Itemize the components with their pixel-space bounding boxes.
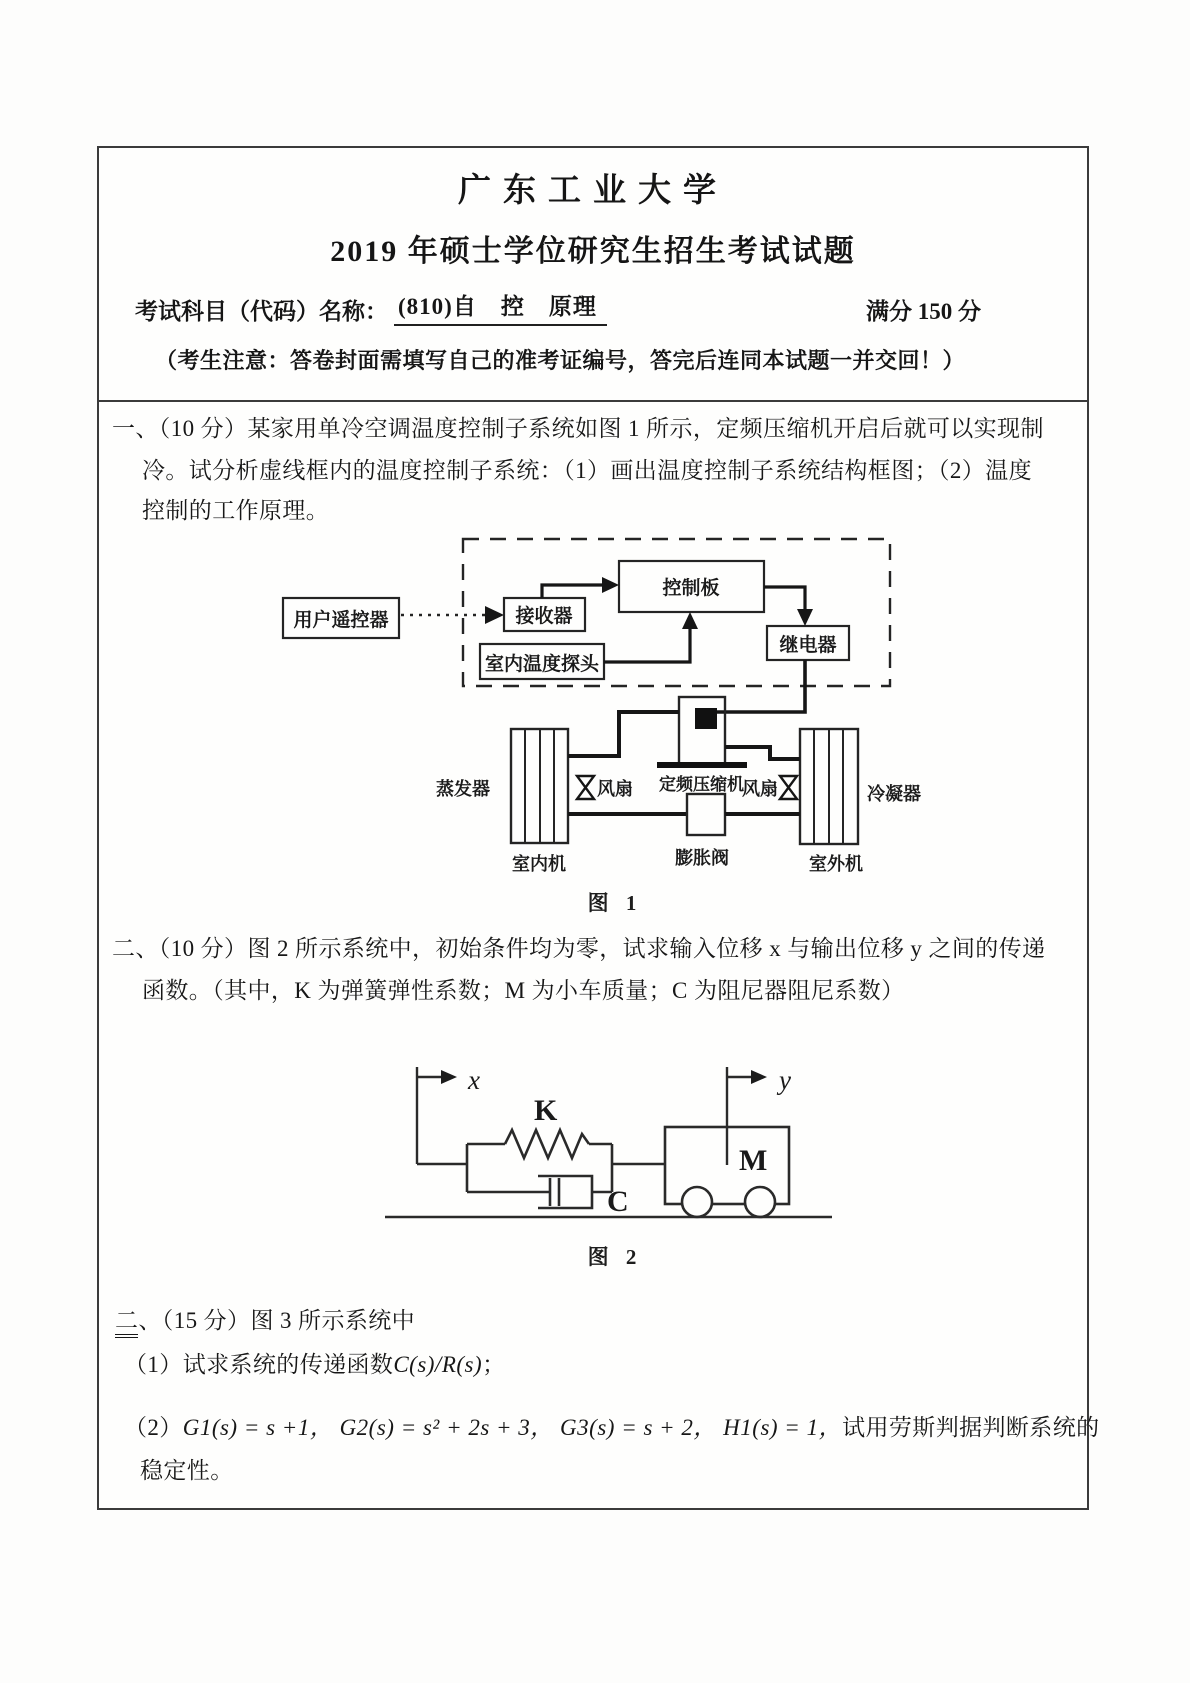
question2-line1: 二、（10 分）图 2 所示系统中，初始条件均为零，试求输入位移 x 与输出位移 y 之间的传递 xyxy=(112,936,1046,961)
outdoor-unit-label: 室外机 xyxy=(809,854,863,874)
compressor-to-condenser-pipe xyxy=(725,747,800,759)
temp-probe-label: 室内温度探头 xyxy=(484,654,600,675)
compressor-base-bar xyxy=(657,762,747,768)
mass-label: M xyxy=(739,1144,768,1177)
fan-left-icon xyxy=(577,776,594,799)
control-board-label: 控制板 xyxy=(662,578,720,599)
damping-coefficient-label: C xyxy=(607,1185,629,1218)
probe-to-control-line xyxy=(604,629,690,662)
question1-line2: 冷。试分析虚线框内的温度控制子系统：（1）画出温度控制子系统结构框图；（2）温度 xyxy=(142,458,1032,483)
condenser-coil xyxy=(800,729,858,844)
expansion-valve-label: 膨胀阀 xyxy=(675,848,729,868)
paper-border xyxy=(97,146,1100,1510)
question3-item2 xyxy=(124,1409,1100,1442)
fan-right-label: 风扇 xyxy=(742,779,778,799)
exam-title: 2019 年硕士学位研究生招生考试试题 xyxy=(330,235,856,268)
question3-header xyxy=(115,1302,415,1335)
y-arrowhead-icon xyxy=(751,1070,767,1084)
full-score: 满分 150 分 xyxy=(866,299,981,324)
q3-item2-formula: G1(s) = s +1， G2(s) = s² + 2s + 3， G3(s) = s + 2， H1(s) = 1， xyxy=(182,1415,843,1440)
q3-item1-prefix: （1）试求系统的传递函数 xyxy=(124,1352,394,1377)
question1-line1: 一、（10 分）某家用单冷空调温度控制子系统如图 1 所示，定频压缩机开启后就可以实现制 xyxy=(112,416,1044,441)
q3-item1-suffix: ； xyxy=(482,1352,506,1377)
expansion-valve-box xyxy=(687,794,725,835)
evaporator-coil xyxy=(511,729,568,843)
candidate-notice: （考生注意：答卷封面需填写自己的准考证编号，答完后连同本试题一并交回！） xyxy=(155,348,966,373)
subject-label: 考试科目（代码）名称： xyxy=(135,299,388,324)
question1-line3: 控制的工作原理。 xyxy=(142,498,330,523)
compressor-box xyxy=(679,697,725,764)
dashed-subsystem-box xyxy=(463,539,890,686)
fan-left-label: 风扇 xyxy=(597,779,633,799)
q3-item2-suffix: 试用劳斯判据判断系统的 xyxy=(842,1415,1100,1440)
damper-cylinder xyxy=(538,1176,592,1208)
receiver-to-control-arrowhead-icon xyxy=(602,577,619,593)
question3-item2-continued: 稳定性。 xyxy=(140,1458,234,1483)
figure2-diagram xyxy=(385,1065,832,1218)
receiver-label: 接收器 xyxy=(515,606,573,627)
q3-item2-label: （2） xyxy=(124,1415,183,1440)
spring-constant-label: K xyxy=(534,1094,558,1127)
figure1-caption: 图 1 xyxy=(587,891,643,915)
remote-signal-arrowhead-icon xyxy=(485,606,504,624)
cart-wheel-right xyxy=(745,1187,775,1217)
probe-to-control-arrowhead-icon xyxy=(682,612,698,629)
control-board-box xyxy=(619,561,764,612)
y-displacement-label: y xyxy=(779,1065,791,1095)
spring-zigzag xyxy=(505,1130,589,1158)
remote-box xyxy=(283,598,399,638)
temp-probe-box xyxy=(480,644,604,679)
receiver-box xyxy=(504,598,585,631)
cart-wheel-left xyxy=(682,1187,712,1217)
indoor-unit-label: 室内机 xyxy=(512,854,566,874)
cart-body xyxy=(665,1127,789,1204)
relay-label: 继电器 xyxy=(779,635,837,656)
receiver-to-control-line xyxy=(542,585,604,598)
figure2-caption: 图 2 xyxy=(587,1245,643,1269)
question3-number: 二 xyxy=(115,1308,138,1338)
figure1-diagram xyxy=(283,539,921,874)
evaporator-to-compressor-pipe xyxy=(568,712,679,756)
control-to-relay-arrowhead-icon xyxy=(797,609,813,626)
fan-right-icon xyxy=(780,776,797,799)
x-arrowhead-icon xyxy=(441,1070,457,1084)
remote-label: 用户遥控器 xyxy=(293,610,389,631)
question2-line2: 函数。（其中，K 为弹簧弹性系数；M 为小车质量；C 为阻尼器阻尼系数） xyxy=(142,978,905,1003)
compressor-terminal xyxy=(695,708,717,729)
subject-value: (810)自 控 原理 xyxy=(394,288,607,326)
relay-box xyxy=(767,626,849,660)
subject-row xyxy=(135,288,1087,326)
evaporator-label: 蒸发器 xyxy=(436,779,490,799)
compressor-label: 定频压缩机 xyxy=(659,775,744,794)
control-to-relay-line xyxy=(764,587,805,611)
relay-to-compressor-line xyxy=(717,660,805,712)
condenser-label: 冷凝器 xyxy=(867,784,921,804)
x-displacement-label: x xyxy=(468,1065,480,1095)
header-divider xyxy=(97,400,1089,402)
question3-intro: 、（15 分）图 3 所示系统中 xyxy=(138,1308,416,1333)
q3-item1-formula: C(s)/R(s) xyxy=(393,1352,483,1377)
university-title: 广东工业大学 xyxy=(458,173,728,209)
question3-item1 xyxy=(124,1346,506,1379)
